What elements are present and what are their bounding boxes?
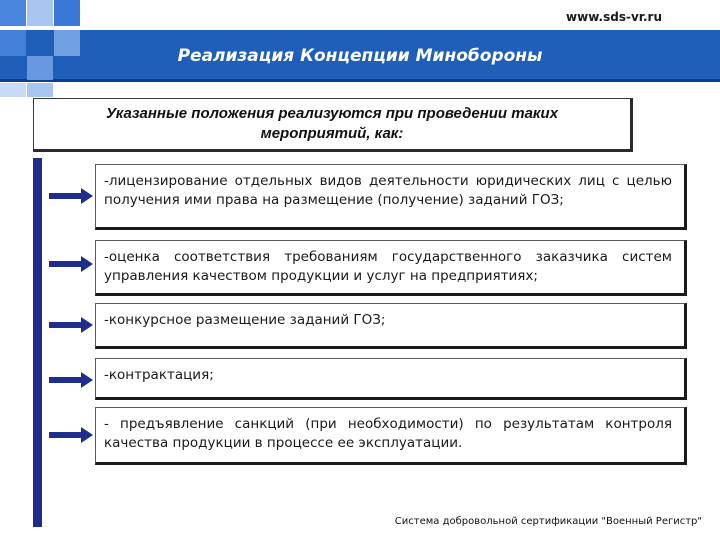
intro-text: Указанные положения реализуются при проведении таких мероприятий, как: [105,105,559,142]
footer-text: Система добровольной сертификации "Военный Регистр" [394,516,702,527]
decor-square-1 [0,0,26,26]
arrow-icon-5 [49,427,93,443]
list-item: - предъявление санкций (при необходимости) по результатам контроля качества продукции в процессе ее эксплуатации. [95,407,687,465]
decor-square-4 [27,83,53,97]
decor-square-3 [54,0,80,26]
arrow-icon-4 [49,372,93,388]
list-item: -конкурсное размещение заданий ГОЗ; [95,303,687,349]
list-item: -контрактация; [95,358,687,400]
list-item: -лицензирование отдельных видов деятельности юридических лиц с целью получения ими права на размещение (получение) заданий ГОЗ; [95,164,687,230]
site-url: www.sds-vr.ru [566,10,662,24]
decor-square-5 [0,83,26,97]
page-title: Реализация Концепции Минобороны [177,46,543,66]
list-item: -оценка соответствия требованиям государственного заказчика систем управления качеством продукции и услуг на предприятиях; [95,240,687,296]
arrow-icon-3 [49,317,93,333]
arrow-icon-1 [49,188,93,204]
intro-box [33,98,633,152]
vertical-bar [33,158,42,527]
arrow-icon-2 [49,256,93,272]
decor-square-2 [27,0,53,26]
